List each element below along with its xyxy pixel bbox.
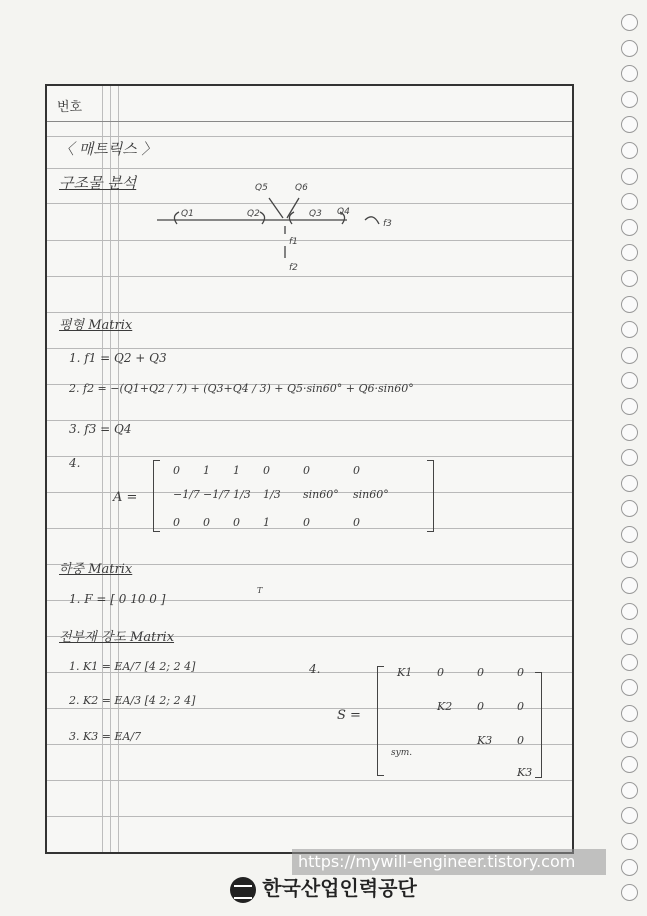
equation-2: 2. f2 = −(Q1+Q2 / 7) + (Q3+Q4 / 3) + Q5·sin60° + Q6·sin60°: [69, 382, 414, 395]
matrix-s-cell: 0: [517, 666, 524, 679]
ruled-line: [47, 780, 572, 781]
matrix-a-cell: 0: [173, 464, 180, 477]
ring-hole: [621, 782, 638, 799]
label-q2: Q2: [247, 209, 260, 219]
structure-diagram: [147, 174, 427, 284]
notebook-page: [45, 84, 574, 854]
ring-hole: [621, 244, 638, 261]
matrix-s-right-bracket: [535, 672, 542, 778]
symmetric-note: sym.: [391, 748, 413, 758]
ring-hole: [621, 424, 638, 441]
organization-logo-icon: [230, 877, 256, 903]
matrix-a-label: A =: [113, 490, 138, 505]
ring-hole: [621, 193, 638, 210]
ruled-line: [47, 816, 572, 817]
ring-hole: [621, 168, 638, 185]
matrix-s-cell: K3: [477, 734, 493, 747]
section-title-matrix-method: 〈 매트릭스 〉: [59, 140, 157, 158]
matrix-s-left-bracket: [377, 666, 384, 776]
section-title-load-matrix: 하중 Matrix: [59, 562, 133, 577]
matrix-s-cell: 0: [517, 700, 524, 713]
label-q5: Q5: [255, 183, 268, 193]
ruled-line: [47, 312, 572, 313]
matrix-a-cell: 1: [203, 464, 210, 477]
ring-hole: [621, 807, 638, 824]
ring-hole: [621, 500, 638, 517]
ring-hole: [621, 628, 638, 645]
moment-arrow: [260, 212, 265, 224]
matrix-a-cell: sin60°: [303, 488, 339, 501]
section-title-equilibrium-matrix: 평형 Matrix: [59, 318, 133, 333]
ring-hole: [621, 142, 638, 159]
load-vector: 1. F = [ 0 10 0 ]: [69, 592, 166, 606]
section-title-member-stiffness-matrix: 전부재 강도 Matrix: [59, 630, 175, 645]
stiffness-k2: 2. K2 = EA/3 [4 2; 2 4]: [69, 694, 196, 707]
ring-hole: [621, 833, 638, 850]
matrix-s-cell: 0: [477, 700, 484, 713]
label-q4: Q4: [337, 207, 350, 217]
matrix-a-cell: 0: [263, 464, 270, 477]
ring-hole: [621, 475, 638, 492]
ring-hole: [621, 526, 638, 543]
matrix-a-cell: 1: [263, 516, 270, 529]
ring-hole: [621, 270, 638, 287]
matrix-a-cell: 0: [173, 516, 180, 529]
ruled-line: [47, 744, 572, 745]
stiffness-k1: 1. K1 = EA/7 [4 2; 2 4]: [69, 660, 196, 673]
ring-hole: [621, 321, 638, 338]
ring-hole: [621, 551, 638, 568]
matrix-s-cell: K3: [517, 766, 533, 779]
matrix-a-right-bracket: [427, 460, 434, 532]
ruled-line: [47, 136, 572, 137]
matrix-a-cell: 0: [233, 516, 240, 529]
label-q6: Q6: [295, 183, 308, 193]
matrix-a-cell: 0: [353, 516, 360, 529]
ring-hole: [621, 449, 638, 466]
matrix-s-label: S =: [337, 708, 361, 723]
ruled-line: [47, 348, 572, 349]
matrix-a-left-bracket: [153, 460, 160, 532]
ring-hole: [621, 91, 638, 108]
ruled-line: [47, 456, 572, 457]
matrix-a-cell: 1/3: [263, 488, 281, 501]
ring-hole: [621, 398, 638, 415]
ring-hole: [621, 347, 638, 364]
equation-4-label: 4.: [69, 456, 81, 470]
label-q1: Q1: [181, 209, 194, 219]
ring-hole: [621, 65, 638, 82]
matrix-a-cell: sin60°: [353, 488, 389, 501]
matrix-a-cell: −1/7: [203, 488, 230, 501]
watermark-url: https://mywill-engineer.tistory.com: [292, 849, 606, 875]
ruled-line: [47, 708, 572, 709]
organization-name: 한국산업인력공단: [262, 876, 417, 900]
ring-hole: [621, 40, 638, 57]
matrix-a-cell: −1/7: [173, 488, 200, 501]
matrix-s-cell: 0: [437, 666, 444, 679]
ring-hole: [621, 731, 638, 748]
ring-hole: [621, 219, 638, 236]
section-title-structure-analysis: 구조물 분석: [59, 174, 137, 192]
ruled-line: [47, 168, 572, 169]
matrix-s-cell: K2: [437, 700, 453, 713]
ring-hole: [621, 296, 638, 313]
ring-hole: [621, 679, 638, 696]
matrix-s-cell: 0: [517, 734, 524, 747]
ruled-line: [47, 121, 572, 122]
matrix-a-cell: 1: [233, 464, 240, 477]
matrix-s-cell: K1: [397, 666, 413, 679]
label-f1: f1: [289, 237, 298, 247]
label-q3: Q3: [309, 209, 322, 219]
matrix-a-cell: 0: [203, 516, 210, 529]
ring-hole: [621, 577, 638, 594]
matrix-a-cell: 0: [353, 464, 360, 477]
footer: [0, 872, 647, 903]
moment-arrow: [365, 217, 379, 224]
ring-hole: [621, 603, 638, 620]
number-field-label: 번호: [57, 100, 83, 115]
ring-hole: [621, 756, 638, 773]
ring-hole: [621, 116, 638, 133]
matrix-s-cell: 0: [477, 666, 484, 679]
equation-3: 3. f3 = Q4: [69, 422, 132, 436]
matrix-a-cell: 1/3: [233, 488, 251, 501]
moment-arrow: [174, 212, 179, 224]
stiffness-k3: 3. K3 = EA/7: [69, 730, 142, 743]
matrix-a-cell: 0: [303, 464, 310, 477]
matrix-a-cell: 0: [303, 516, 310, 529]
ring-hole: [621, 654, 638, 671]
transpose-superscript: T: [257, 586, 263, 595]
equation-1: 1. f1 = Q2 + Q3: [69, 351, 167, 365]
label-f2: f2: [289, 263, 298, 273]
label-f3: f3: [383, 219, 392, 229]
stiffness-s-item: 4.: [309, 662, 321, 676]
ring-hole: [621, 14, 638, 31]
ruled-line: [47, 420, 572, 421]
force-arrow: [269, 198, 283, 218]
ring-hole: [621, 372, 638, 389]
force-arrow: [287, 198, 299, 218]
ring-hole: [621, 705, 638, 722]
binding-rings: [621, 14, 643, 910]
